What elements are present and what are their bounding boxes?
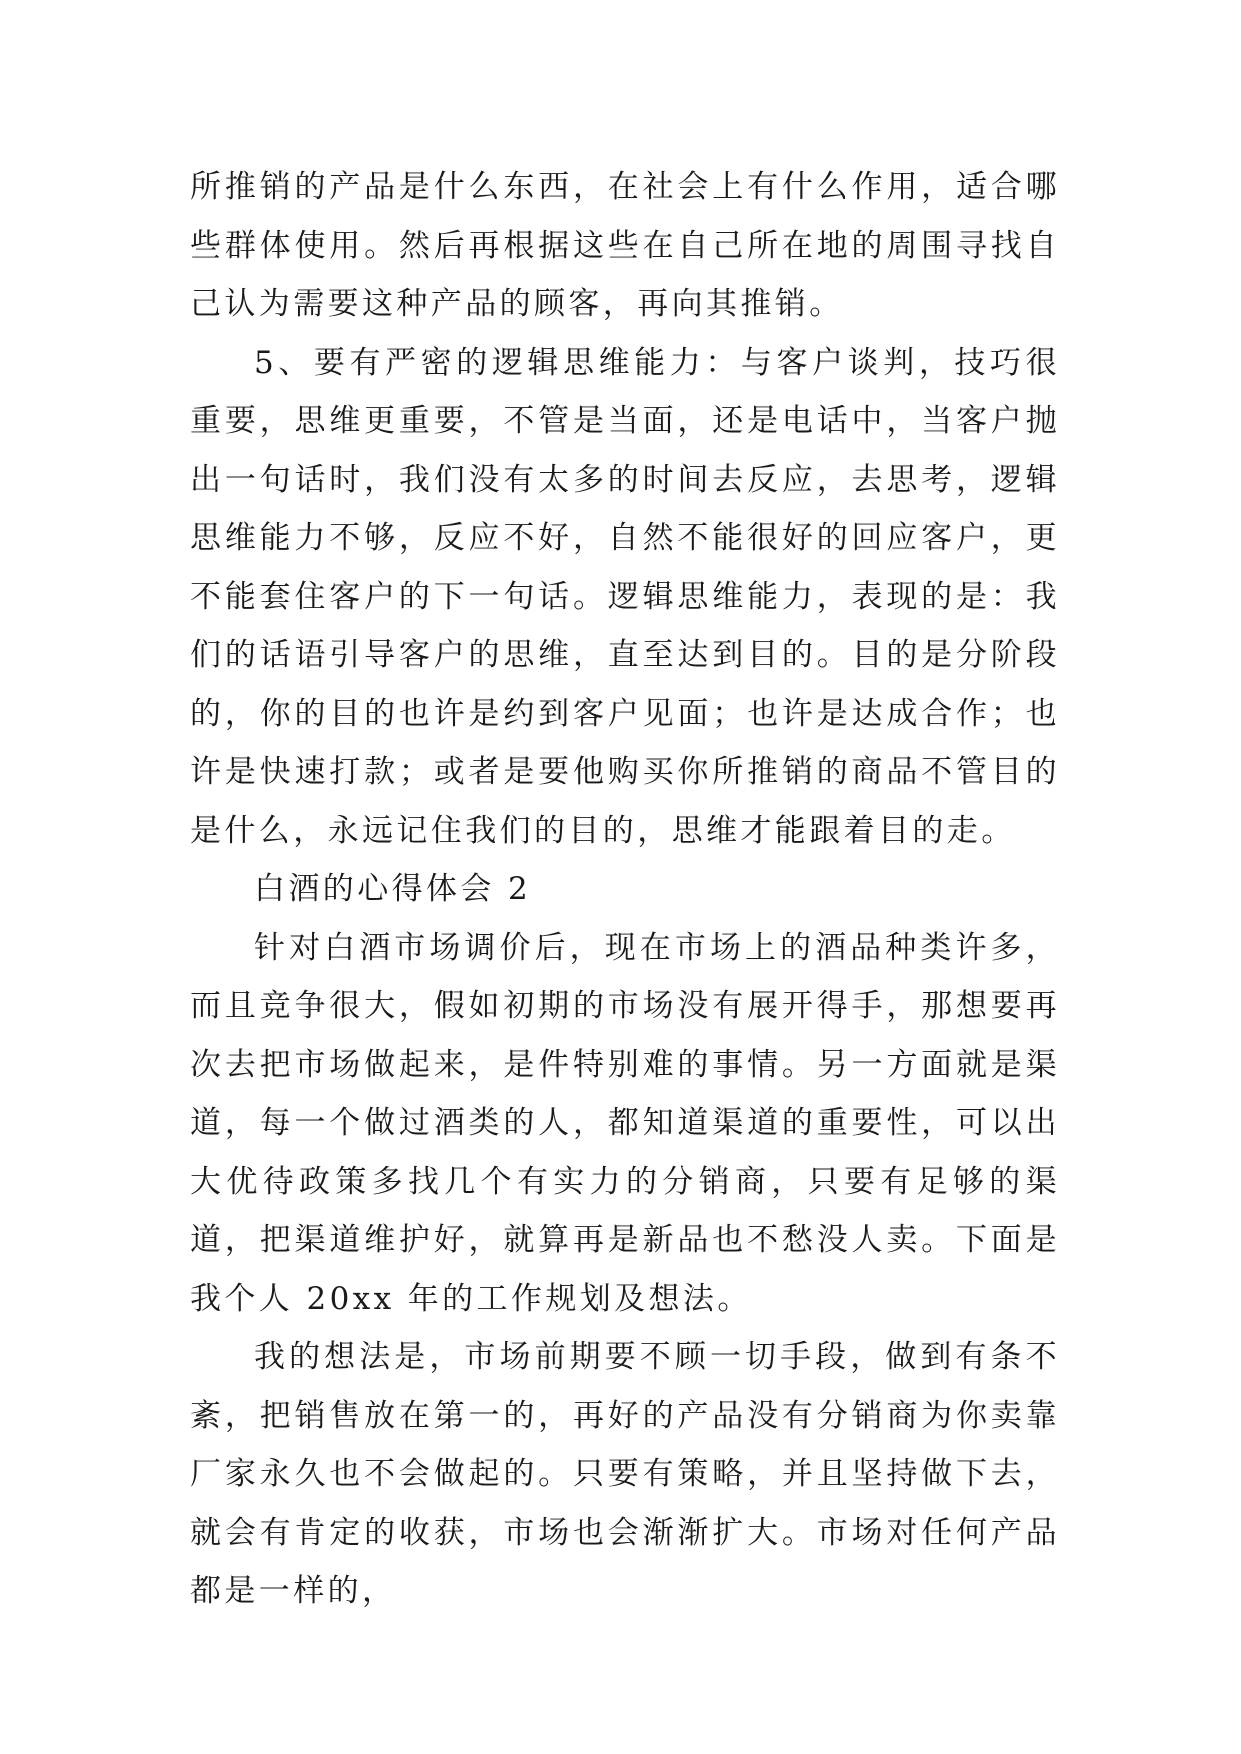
paragraph-market-channels: 针对白酒市场调价后，现在市场上的酒品种类许多，而且竞争很大，假如初期的市场没有展开得手，那想要再次去把市场做起来，是件特别难的事情。另一方面就是渠道，每一个做过酒类的人，都知道渠道的重要性，可以出大优待政策多找几个有实力的分销商，只要有足够的渠道，把渠道维护好，就算再是新品也不愁没人卖。下面是我个人 20xx 年的工作规划及想法。 (190, 929, 1060, 1317)
paragraph-logic-thinking: 5、要有严密的逻辑思维能力：与客户谈判，技巧很重要，思维更重要，不管是当面，还是电话中，当客户抛出一句话时，我们没有太多的时间去反应，去思考，逻辑思维能力不够，反应不好，自然不能很好的回应客户，更不能套住客户的下一句话。逻辑思维能力，表现的是：我们的话语引导客户的思维，直至达到目的。目的是分阶段的，你的目的也许是约到客户见面；也许是达成合作；也许是快速打款；或者是要他购买你所推销的商品不管目的是什么，永远记住我们的目的，思维才能跟着目的走。 (190, 344, 1060, 849)
paragraph-continued: 所推销的产品是什么东西，在社会上有什么作用，适合哪些群体使用。然后再根据这些在自己所在地的周围寻找自己认为需要这种产品的顾客，再向其推销。 (190, 169, 1060, 322)
section-heading: 白酒的心得体会 2 (254, 871, 532, 907)
paragraph-my-ideas: 我的想法是，市场前期要不顾一切手段，做到有条不紊，把销售放在第一的，再好的产品没有分销商为你卖靠厂家永久也不会做起的。只要有策略，并且坚持做下去，就会有肯定的收获，市场也会渐渐扩大。市场对任何产品都是一样的， (190, 1339, 1060, 1609)
document-body (190, 158, 1060, 1621)
